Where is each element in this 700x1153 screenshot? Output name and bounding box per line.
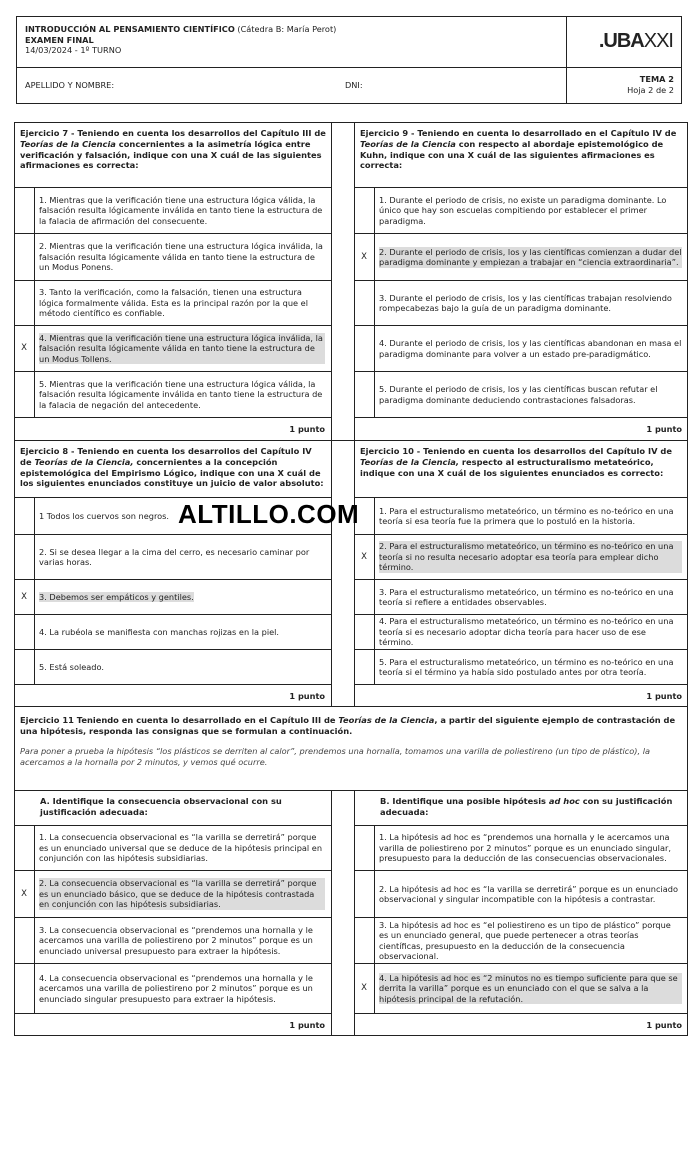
exercise-7-prompt: Ejercicio 7 - Teniendo en cuenta los desarrollos del Capítulo III de Teorías de la Ciencia concernientes a la asimetría lógica entre verificación y falsación, indique con una X cuál de las siguientes afirmaciones es correcta: (20, 128, 326, 171)
answer-option[interactable] (14, 371, 331, 417)
answer-option[interactable] (14, 579, 331, 614)
student-info-row (16, 67, 566, 104)
answer-text: 4. La rubéola se manifiesta con manchas rojizas en la piel. (39, 626, 280, 637)
answer-option[interactable] (354, 497, 688, 534)
answer-mark-box[interactable] (14, 615, 35, 649)
answer-mark-box[interactable] (354, 826, 375, 870)
answer-mark-box[interactable] (354, 650, 375, 684)
answer-mark-box[interactable]: X (14, 580, 35, 614)
answer-text: 1. Mientras que la verificación tiene una estructura lógica válida, la falsación resulta lógicamente inválida en tanto tiene la estructura de la falacia de afirmación del consecuente. (39, 194, 323, 226)
answer-text: 4. Mientras que la verificación tiene una estructura lógica inválida, la falsación resulta lógicamente válida en tanto tiene la estructura de un Modus Tollens. (39, 326, 325, 371)
watermark: ALTILLO.COM (178, 499, 360, 529)
answer-option[interactable] (14, 614, 331, 649)
answer-mark-box[interactable] (14, 372, 35, 417)
points-label: 1 punto (354, 684, 688, 707)
answer-option[interactable] (14, 280, 331, 325)
answer-text: 1. Durante el periodo de crisis, no existe un paradigma dominante. Lo único que hay son escuelas compitiendo por establecer el primer paradigma. (379, 194, 667, 226)
answer-mark-box[interactable] (14, 498, 35, 534)
answer-option[interactable] (354, 534, 688, 579)
answer-mark-box[interactable] (354, 326, 375, 371)
answer-option[interactable] (354, 825, 688, 870)
answer-text: 1. La consecuencia observacional es “la varilla se derretirá” porque es un enunciado universal que se deduce de la hipótesis principal en conjunción con las hipótesis subsidiarias. (39, 832, 323, 864)
answer-option[interactable] (14, 917, 331, 963)
answer-text: 3. Para el estructuralismo metateórico, un término es no-teórico en una teoría si refiere a entidades observables. (379, 586, 674, 607)
answer-text: 2. La consecuencia observacional es “la varilla se derretirá” porque es un enunciado básico, que se deduce de la hipótesis contrastada en conjunción con las hipótesis subsidiarias. (39, 871, 325, 917)
answer-mark-box[interactable]: X (354, 234, 375, 280)
answer-option[interactable] (14, 534, 331, 579)
answer-mark-box[interactable] (14, 234, 35, 280)
part-b-title: B. Identifique una posible hipótesis ad hoc con su justificación adecuada: (380, 796, 673, 817)
answer-mark-box[interactable]: X (14, 326, 35, 371)
answer-text: 2. Mientras que la verificación tiene una estructura lógica inválida, la falsación resulta lógicamente válida en tanto tiene la estructura de un Modus Ponens. (39, 241, 323, 273)
exercise-9-prompt: Ejercicio 9 - Teniendo en cuenta lo desarrollado en el Capítulo IV de Teorías de la Ciencia con respecto al abordaje epistemológico de Kuhn, indique con una X cuál de las siguientes afirmaciones es correcta: (360, 128, 677, 171)
answer-text: 5. Durante el periodo de crisis, los y las científicas buscan refutar el paradigma dominante deduciendo contrastaciones falsadoras. (379, 384, 658, 405)
tema-box (566, 67, 682, 104)
answer-option[interactable] (14, 649, 331, 684)
answer-option[interactable] (354, 649, 688, 684)
answer-text: 2. Si se desea llegar a la cima del cerro, es necesario caminar por varias horas. (39, 546, 310, 567)
answer-mark-box[interactable] (354, 281, 375, 325)
answer-option[interactable] (354, 233, 688, 280)
answer-text: 5. Para el estructuralismo metateórico, un término es no-teórico en una teoría si el término ya había sido postulado antes por otra teoría. (379, 656, 674, 677)
answer-text: 3. La hipótesis ad hoc es “el poliestireno es un tipo de plástico” porque es un enunciado general, que puede pertenecer a otras teorías científicas, presupuesto en la deducción de la consecuencia observacional. (379, 919, 671, 961)
part-a-title: A. Identifique la consecuencia observacional con su justificación adecuada: (40, 796, 282, 817)
answer-mark-box[interactable]: X (354, 964, 375, 1013)
answer-text: 3. La consecuencia observacional es “prendemos una hornalla y le acercamos una varilla de poliestireno por 2 minutos” porque es un enunciado universal presupuesto para extraer la hipótesis. (39, 924, 313, 956)
dni-label: DNI: (345, 80, 363, 91)
points-label: 1 punto (14, 1013, 331, 1036)
answer-text: 4. La consecuencia observacional es “prendemos una hornalla y le acercamos una varilla de poliestireno por 2 minutos” porque es un enunciado singular presupuesto para extraer la hipótesis. (39, 972, 313, 1004)
exercise-11-prompt: Ejercicio 11 Teniendo en cuenta lo desarrollado en el Capítulo III de Teorías de la Ciencia, a partir del siguiente ejemplo de contrastación de una hipótesis, responda las consignas que se formulan a continuación. (20, 715, 676, 736)
answer-mark-box[interactable] (354, 615, 375, 649)
answer-option[interactable] (354, 963, 688, 1013)
answer-option[interactable] (354, 917, 688, 963)
answer-mark-box[interactable]: X (14, 871, 35, 917)
answer-text: 2. La hipótesis ad hoc es “la varilla se derretirá” porque es un enunciado observacional y singular incompatible con la hipótesis a contrastar. (379, 883, 678, 904)
exercise-10-prompt: Ejercicio 10 - Teniendo en cuenta los desarrollos del Capítulo IV de Teorías de la Ciencia, respecto al estructuralismo metateórico, indique con una X cuál de los siguientes enunciados es correcto: (360, 446, 672, 478)
answer-mark-box[interactable] (14, 918, 35, 963)
answer-text: 4. La hipótesis ad hoc es “2 minutos no es tiempo suficiente para que se derrita la varilla” porque es un enunciado con el que se salva a la hipótesis principal de la refutación. (379, 964, 682, 1013)
answer-option[interactable] (14, 870, 331, 917)
answer-option[interactable] (354, 187, 688, 233)
exercise-11-example: Para poner a prueba la hipótesis “los plásticos se derriten al calor”, prendemos una hornalla, tomamos una varilla de poliestireno (un tipo de plástico), la acercamos a la hornalla por 2 minutos, y vemos qué ocurre. (20, 746, 650, 767)
exercise-8-prompt: Ejercicio 8 - Teniendo en cuenta los desarrollos del Capítulo IV de Teorías de la Ciencia, concernientes a la concepción epistemológica del Empirismo Lógico, indique con una X cuál de los siguientes enunciados constituye un juicio de valor absoluto: (20, 446, 324, 489)
points-label: 1 punto (354, 417, 688, 440)
hoja-label: Hoja 2 de 2 (627, 84, 674, 95)
answer-option[interactable] (14, 963, 331, 1013)
points-label: 1 punto (14, 417, 331, 440)
answer-mark-box[interactable]: X (354, 535, 375, 579)
answer-text: 2. Para el estructuralismo metateórico, un término es no-teórico en una teoría si no resulta necesario adoptar esa teoría para emplear dicho término. (379, 535, 682, 579)
answer-text: 1. Para el estructuralismo metateórico, un término es no-teórico en una teoría si esa teoría fue la primera que lo postuló en la historia. (379, 505, 674, 526)
exam-date: 14/03/2024 - 1º TURNO (25, 45, 122, 55)
answer-mark-box[interactable] (354, 372, 375, 417)
answer-mark-box[interactable] (14, 535, 35, 579)
course-title: INTRODUCCIÓN AL PENSAMIENTO CIENTÍFICO (Cátedra B: María Perot) (25, 24, 337, 34)
answer-mark-box[interactable] (14, 188, 35, 233)
answer-text: 4. Para el estructuralismo metateórico, un término es no-teórico en una teoría si es necesario adoptar dicha teoría para hacer uso de ese término. (379, 616, 674, 648)
answer-mark-box[interactable] (354, 871, 375, 917)
answer-option[interactable] (354, 280, 688, 325)
answer-mark-box[interactable] (14, 650, 35, 684)
answer-text: 3. Debemos ser empáticos y gentiles. (39, 591, 194, 602)
answer-text: 3. Tanto la verificación, como la falsación, tienen una estructura lógica formalmente válida. Esta es la principal razón por la que el método científico es confiable. (39, 287, 308, 319)
answer-option[interactable] (14, 325, 331, 371)
tema-label: TEMA 2 (639, 74, 674, 84)
answer-mark-box[interactable] (354, 580, 375, 614)
answer-mark-box[interactable] (14, 826, 35, 870)
answer-option[interactable] (14, 233, 331, 280)
name-label: APELLIDO Y NOMBRE: (25, 80, 115, 91)
answer-mark-box[interactable] (354, 918, 375, 963)
answer-option[interactable] (14, 187, 331, 233)
answer-text: 1. La hipótesis ad hoc es “prendemos una hornalla y le acercamos una varilla de poliestireno por 2 minutos” porque es un enunciado singular, presupuesto para la deducción de las consecuencias observacionales. (379, 832, 671, 864)
answer-text: 5. Mientras que la verificación tiene una estructura lógica válida, la falsación resulta lógicamente inválida en tanto tiene la estructura de la falacia de negación del antecedente. (39, 378, 323, 410)
uba-logo: .UBA XXI (566, 16, 682, 67)
answer-text: 1 Todos los cuervos son negros. (39, 510, 170, 521)
answer-mark-box[interactable] (14, 281, 35, 325)
answer-option[interactable] (354, 870, 688, 917)
points-label: 1 punto (354, 1013, 688, 1036)
answer-option[interactable] (14, 825, 331, 870)
answer-option[interactable] (354, 579, 688, 614)
exam-type: EXAMEN FINAL (25, 34, 94, 45)
answer-text: 5. Está soleado. (39, 661, 104, 672)
exam-header (16, 16, 566, 67)
answer-mark-box[interactable] (14, 964, 35, 1013)
answer-option[interactable] (354, 371, 688, 417)
answer-text: 4. Durante el periodo de crisis, los y las científicas abandonan en masa el paradigma dominante para volver a un estado pre-paradigmático. (379, 338, 682, 359)
answer-text: 3. Durante el periodo de crisis, los y las científicas trabajan resolviendo rompecabezas bajo la guía de un paradigma dominante. (379, 292, 672, 313)
answer-option[interactable] (354, 325, 688, 371)
points-label: 1 punto (14, 684, 331, 707)
answer-mark-box[interactable] (354, 188, 375, 233)
answer-option[interactable] (354, 614, 688, 649)
answer-text: 2. Durante el periodo de crisis, los y las científicas comienzan a dudar del paradigma dominante y empiezan a trabajar en “ciencia extraordinaria”. (379, 246, 682, 267)
